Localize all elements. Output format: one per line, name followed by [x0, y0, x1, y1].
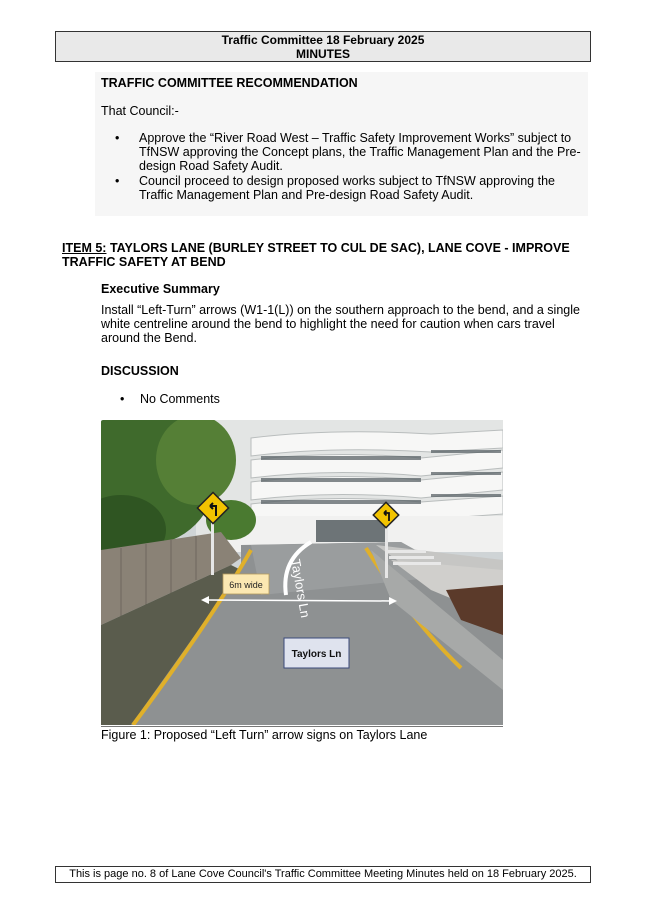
width-label: 6m wide [229, 580, 263, 590]
recommendation-title: TRAFFIC COMMITTEE RECOMMENDATION [101, 76, 358, 90]
road-marking-text: Taylors Ln [288, 557, 314, 619]
list-item [120, 392, 220, 406]
header-subtitle: MINUTES [296, 47, 350, 61]
figure-caption: Figure 1: Proposed “Left Turn” arrow signs on Taylors Lane [101, 728, 428, 742]
figure-divider [101, 726, 503, 727]
bullet-icon: • [120, 392, 125, 406]
header-title: Traffic Committee 18 February 2025 [221, 33, 425, 47]
discussion-title: DISCUSSION [101, 364, 179, 378]
item-heading [62, 241, 582, 269]
bullet-icon: • [115, 131, 120, 145]
recommendation-intro: That Council:- [101, 104, 179, 118]
document-header [55, 31, 591, 62]
list-item [115, 131, 585, 173]
list-item [115, 174, 585, 202]
recommendation-item-text: Approve the “River Road West – Traffic Safety Improvement Works” subject to TfNSW approving the Concept plans, the Traffic Management Plan and the Pre-design Road Safety Audit. [139, 131, 581, 173]
executive-summary-title: Executive Summary [101, 282, 220, 296]
street-name-label: Taylors Ln [291, 649, 342, 660]
discussion-list [120, 392, 220, 406]
item-label: ITEM 5: [62, 241, 107, 255]
executive-summary-body: Install “Left-Turn” arrows (W1-1(L)) on the southern approach to the bend, and a single white centreline around the bend to highlight the need for caution when cars travel around the Bend. [101, 303, 580, 345]
recommendation-list [115, 131, 585, 203]
discussion-item-text: No Comments [140, 392, 220, 406]
page-footer: This is page no. 8 of Lane Cove Council's Traffic Committee Meeting Minutes held on 18 February 2025. [55, 866, 591, 883]
recommendation-box [95, 72, 588, 216]
item-title: TAYLORS LANE (BURLEY STREET TO CUL DE SAC), LANE COVE - IMPROVE TRAFFIC SAFETY AT BEND [62, 241, 570, 269]
bullet-icon: • [115, 174, 120, 188]
recommendation-item-text: Council proceed to design proposed works subject to TfNSW approving the Traffic Management Plan and Pre-design Road Safety Audit. [139, 174, 555, 202]
street-photo [101, 420, 503, 725]
